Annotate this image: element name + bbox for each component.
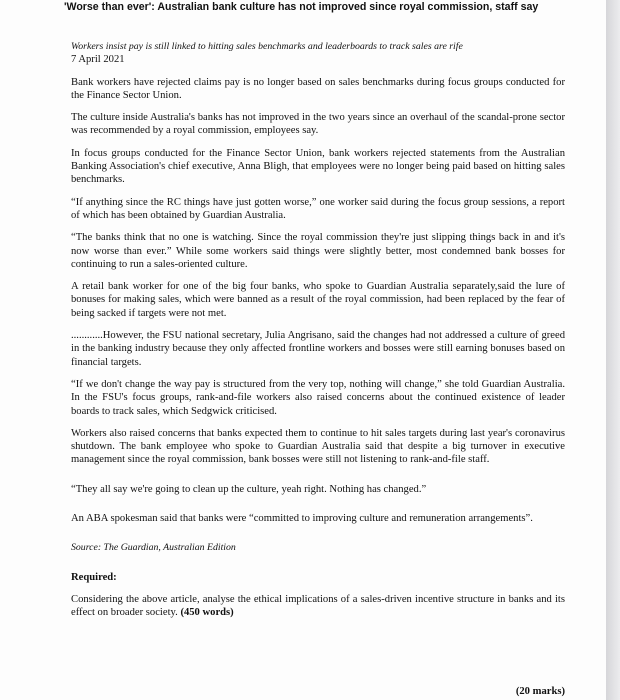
assignment-question	[71, 593, 565, 620]
paragraph: A retail bank worker for one of the big four banks, who spoke to Guardian Australia separately,said the lure of bonuses for making sales, which were banned as a result of the royal commission, had been replaced by the fear of being sacked if targets were not met.	[71, 281, 565, 319]
article-body	[71, 40, 565, 620]
paragraph: Workers also raised concerns that banks expected them to continue to hit sales targets during last year's coronavirus shutdown. The bank employee who spoke to Guardian Australia said that despite a big turnover in executive management since the royal commission, bank bosses were still not listening to rank-and-file staff.	[71, 427, 565, 466]
required-heading: Required:	[71, 571, 117, 583]
paragraph: In focus groups conducted for the Finance Sector Union, bank workers rejected statements from the Australian Banking Association's chief executive, Anna Bligh, that employees were no longer being paid based on hitting sales benchmarks.	[71, 147, 565, 186]
word-limit: (450 words)	[180, 607, 234, 619]
paragraph: “The banks think that no one is watching. Since the royal commission they're just slipping things back in and it's now worse than ever.” While some workers said things were slightly better, most condemned bank bosses for continuing to run a sales-oriented culture.	[71, 232, 565, 270]
paragraph: “They all say we're going to clean up the culture, yeah right. Nothing has changed.”	[71, 483, 427, 495]
paragraph: Bank workers have rejected claims pay is no longer based on sales benchmarks during focus groups conducted for the Finance Sector Union.	[71, 76, 565, 101]
article-subtitle: Workers insist pay is still linked to hitting sales benchmarks and leaderboards to track sales are rife	[71, 41, 463, 52]
paragraph: An ABA spokesman said that banks were “committed to improving culture and remuneration arrangements”.	[71, 513, 533, 525]
page-edge	[606, 0, 620, 700]
article-date: 7 April 2021	[71, 54, 125, 66]
paragraph: “If we don't change the way pay is structured from the very top, nothing will change,” she told Guardian Australia. In the FSU's focus groups, rank-and-file workers also raised concerns about the continued existence of leader boards to track sales, which Sedgwick criticised.	[71, 378, 565, 417]
paragraph: The culture inside Australia's banks has not improved in the two years since an overhaul of the scandal-prone sector was recommended by a royal commission, employees say.	[71, 112, 565, 137]
paragraph: “If anything since the RC things have just gotten worse,” one worker said during the focus group sessions, a report of which has been obtained by Guardian Australia.	[71, 196, 565, 221]
source-citation: Source: The Guardian, Australian Edition	[71, 542, 236, 554]
paragraph: ............However, the FSU national secretary, Julia Angrisano, said the changes had not addressed a culture of greed in the banking industry because they only affected frontline workers and bosses were still earning bonuses based on financial targets.	[71, 330, 565, 368]
article-title: 'Worse than ever': Australian bank culture has not improved since royal commission, staff say	[64, 1, 539, 13]
question-text: Considering the above article, analyse the ethical implications of a sales-driven incentive structure in banks and its effect on broader society.	[71, 593, 565, 619]
marks-label: (20 marks)	[515, 686, 565, 697]
